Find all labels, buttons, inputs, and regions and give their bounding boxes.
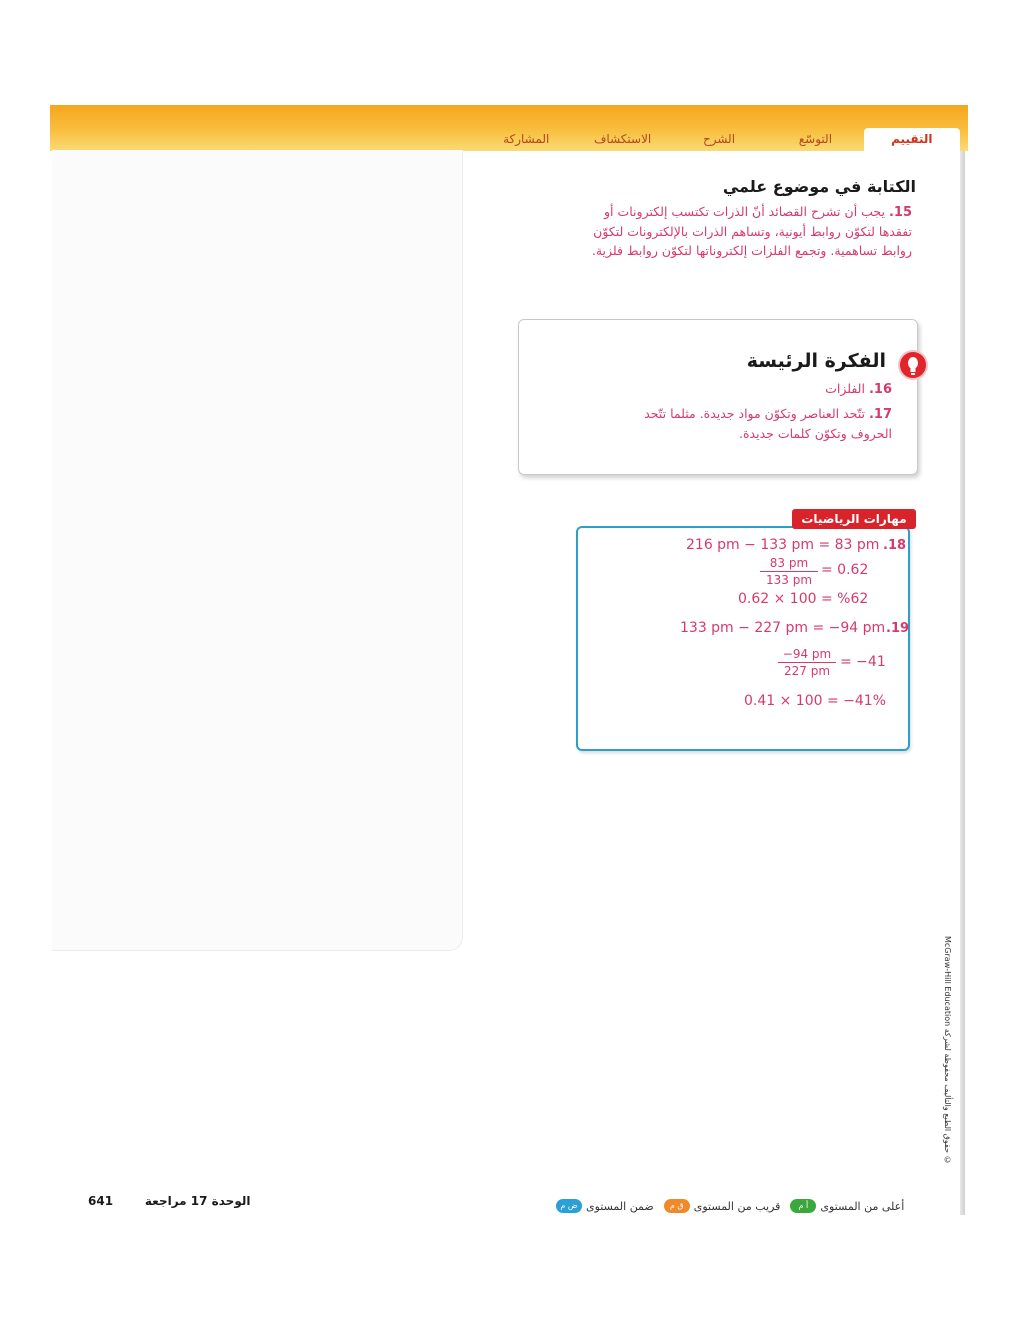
tab-explain[interactable]: الشرح <box>702 132 736 146</box>
q19-equation-3: 0.41 × 100 = −41% <box>744 693 887 709</box>
legend-item <box>556 1199 654 1213</box>
legend-label: أعلى من المستوى <box>820 1199 905 1213</box>
page-footer <box>88 1194 250 1208</box>
question-number: 17. <box>868 407 892 422</box>
math-skills-label: مهارات الرياضيات <box>792 509 916 529</box>
question-17 <box>602 404 892 443</box>
level-legend <box>556 1196 922 1216</box>
writing-section-title: الكتابة في موضوع علمي <box>722 177 916 196</box>
math-skills-box <box>576 526 910 751</box>
question-answer: يجب أن تشرح القصائد أنّ الذرات تكتسب إلكترونات أو تفقدها لتكوّن روابط أيونية، وتساهم الذرات بالإلكترونات لتكوّن روابط تساهمية. وتجمع الفلزات إلكتروناتها لتكوّن روابط فلزية. <box>591 204 912 258</box>
question-18-number: .18 <box>883 538 907 553</box>
lightbulb-icon <box>898 350 928 380</box>
on-level-badge: ض م <box>556 1199 582 1213</box>
tab-elaborate[interactable]: التوسّع <box>798 132 833 146</box>
q18-fraction-result: = 0.62 <box>821 562 869 578</box>
tab-evaluate[interactable]: التقييم <box>864 128 960 151</box>
question-answer: الفلزات <box>825 381 865 396</box>
question-19-number: .19 <box>886 621 910 636</box>
question-16 <box>825 381 892 397</box>
main-idea-title: الفكرة الرئيسة <box>746 350 886 372</box>
tab-explore[interactable]: الاستكشاف <box>593 132 652 146</box>
approaching-level-badge: ق م <box>664 1199 690 1213</box>
legend-label: قريب من المستوى <box>693 1199 781 1213</box>
q19-fraction-result: = −41 <box>840 654 886 670</box>
q18-denominator: 133 pm <box>765 573 813 587</box>
question-15 <box>582 202 912 260</box>
beyond-level-badge: أ م <box>790 1199 816 1213</box>
q18-equation-1: 216 pm − 133 pm = 83 pm <box>686 537 880 553</box>
left-notes-panel <box>52 150 463 951</box>
unit-label: الوحدة 17 مراجعة <box>144 1194 251 1208</box>
question-answer: تتّحد العناصر وتكوّن مواد جديدة. مثلما تتّحد الحروف وتكوّن كلمات جديدة. <box>644 406 892 441</box>
copyright-notice: © حقوق الطبع والتأليف محفوظة لشركة McGraw-Hill Education <box>943 936 952 1165</box>
question-number: 16. <box>868 382 892 397</box>
tab-engage[interactable]: المشاركة <box>503 132 550 146</box>
main-idea-box <box>518 319 918 475</box>
lesson-tabs <box>478 128 960 151</box>
question-number: 15. <box>888 205 912 220</box>
legend-label: ضمن المستوى <box>586 1199 654 1213</box>
q19-equation-1: 133 pm − 227 pm = −94 pm <box>680 620 886 636</box>
page-number: 641 <box>88 1194 114 1208</box>
q19-numerator: −94 pm <box>778 647 836 663</box>
q18-fraction <box>760 556 818 587</box>
legend-item <box>664 1199 781 1213</box>
legend-item <box>790 1199 904 1213</box>
q18-equation-3: 0.62 × 100 = %62 <box>738 591 869 607</box>
page-edge <box>960 105 965 1215</box>
q19-denominator: 227 pm <box>783 664 831 678</box>
q19-fraction <box>778 647 836 678</box>
q18-numerator: 83 pm <box>760 556 818 572</box>
